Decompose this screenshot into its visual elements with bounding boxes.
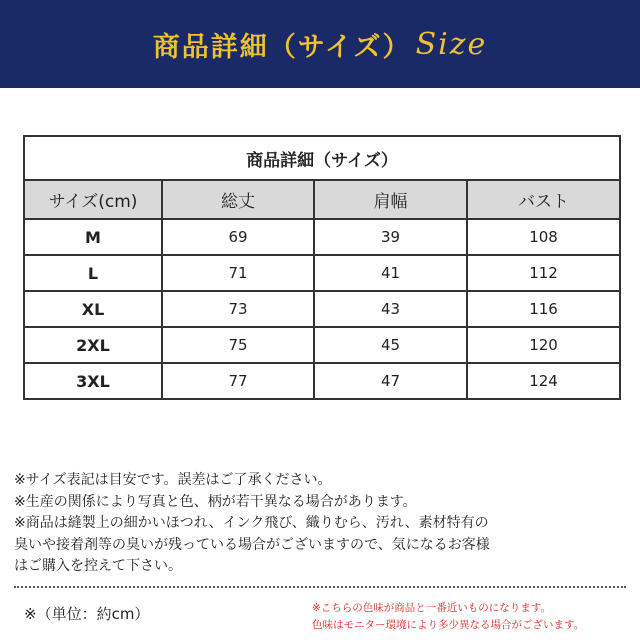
bust-cell: 112	[467, 255, 620, 291]
note-line: ※商品は縫製上の細かいほつれ、インク飛び、織りむら、汚れ、素材特有の	[14, 515, 489, 531]
bust-cell: 124	[467, 363, 620, 399]
size-cell: 2XL	[24, 327, 162, 363]
bust-cell: 116	[467, 291, 620, 327]
table-row	[24, 219, 620, 255]
table-title: 商品詳細（サイズ）	[24, 136, 620, 180]
notes-block	[14, 470, 634, 578]
table-header-row	[24, 180, 620, 219]
note-line: 臭いや接着剤等の臭いが残っている場合がございますので、気になるお客様	[14, 536, 490, 553]
dotted-divider	[14, 586, 626, 588]
shoulder-cell: 41	[314, 255, 467, 291]
color-note-line: 色味はモニター環境により多少異なる場合がございます。	[312, 619, 585, 631]
size-cell: XL	[24, 291, 162, 327]
length-cell: 75	[162, 327, 314, 363]
shoulder-cell: 43	[314, 291, 467, 327]
title-banner	[0, 0, 640, 88]
size-cell: M	[24, 219, 162, 255]
banner-script-text: Size	[415, 26, 488, 62]
length-cell: 71	[162, 255, 314, 291]
bust-cell: 120	[467, 327, 620, 363]
size-cell: L	[24, 255, 162, 291]
header-bust: バスト	[467, 180, 620, 219]
color-note-line: ※こちらの色味が商品と一番近いものになります。	[312, 602, 551, 614]
table-title-row	[24, 136, 620, 180]
bust-cell: 108	[467, 219, 620, 255]
shoulder-cell: 45	[314, 327, 467, 363]
header-size: サイズ(cm)	[24, 180, 162, 219]
table-row	[24, 255, 620, 291]
length-cell: 77	[162, 363, 314, 399]
shoulder-cell: 39	[314, 219, 467, 255]
banner-title: 商品詳細（サイズ）	[152, 31, 412, 63]
header-length: 総丈	[162, 180, 314, 219]
table-row	[24, 291, 620, 327]
note-line: はご購入を控えて下さい。	[14, 558, 182, 574]
header-shoulder: 肩幅	[314, 180, 467, 219]
table-row	[24, 327, 620, 363]
shoulder-cell: 47	[314, 363, 467, 399]
note-line: ※サイズ表記は目安です。誤差はご了承ください。	[14, 472, 332, 488]
unit-note: ※（単位：約cm）	[24, 605, 150, 623]
length-cell: 73	[162, 291, 314, 327]
note-line: ※生産の関係により写真と色、柄が若干異なる場合があります。	[14, 493, 417, 510]
color-note	[312, 600, 584, 634]
size-table	[23, 135, 621, 400]
size-cell: 3XL	[24, 363, 162, 399]
table-row	[24, 363, 620, 399]
length-cell: 69	[162, 219, 314, 255]
